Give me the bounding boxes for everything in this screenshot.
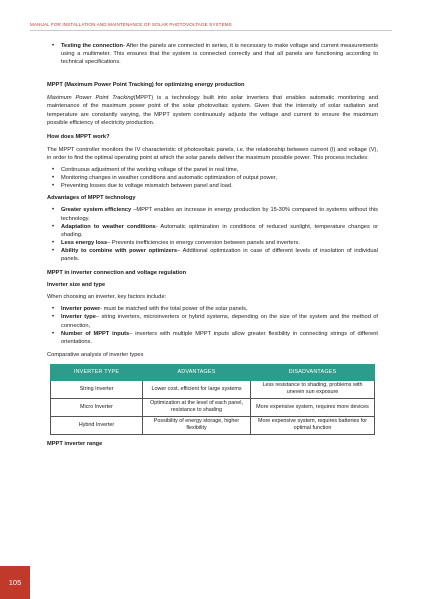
advantages-list <box>47 206 378 263</box>
list-item <box>47 166 378 174</box>
mppt-paragraph <box>47 94 378 126</box>
bullet-text: –MPPT enables an increase in energy production by 15-30% compared to systems without this technology. <box>61 207 378 222</box>
column-header: DISADVANTAGES <box>251 364 375 380</box>
bullet-term: Greater system efficiency <box>61 207 132 214</box>
column-header: ADVANTAGES <box>143 364 251 380</box>
inverter-subheading: Inverter size and type <box>47 282 106 289</box>
list-item <box>47 174 378 182</box>
page-number: 105 <box>0 566 30 599</box>
header-divider <box>30 30 392 31</box>
bullet-icon: • <box>52 306 55 313</box>
table-cell: Possibility of energy storage, higher flexibility <box>143 416 251 434</box>
running-header: MANUAL FOR INSTALLATION AND MAINTENANCE OF SOLAR PHOTOVOLTAGE SYSTEMS <box>30 22 232 27</box>
list-item-text: Preventing losses due to voltage mismatch between panel and load. <box>61 183 233 190</box>
table-cell: More expensive system, requires more devices <box>251 398 375 416</box>
list-item <box>47 182 378 190</box>
list-item <box>47 42 378 66</box>
table-row <box>51 398 375 416</box>
bullet-icon: • <box>52 183 55 190</box>
table-cell: Lower cost, efficient for large systems <box>143 380 251 398</box>
bullet-icon: • <box>52 43 55 49</box>
list-item <box>47 206 378 222</box>
list-item <box>47 239 378 247</box>
inverter-heading: MPPT in inverter connection and voltage regulation <box>47 270 187 277</box>
bullet-text: - must be matched with the total power of the solar panels, <box>100 306 248 313</box>
bullet-text: – Additional optimization in case of different levels of insolation of individual panels. <box>61 247 378 262</box>
mppt-term: Maximum Power Point Tracking <box>47 95 134 102</box>
bullet-icon: • <box>52 247 55 254</box>
inverter-factors-list <box>47 305 378 345</box>
how-heading: How does MPPT work? <box>47 133 110 140</box>
bullet-icon: • <box>52 314 55 321</box>
bullet-text: – inverters with multiple MPPT inputs allow greater flexibility in connecting strings of different orientations. <box>61 330 378 345</box>
mppt-text: (MPPT) is a technology built into solar inverters that enables automatic monitoring and maintenance of the maximum power point of the solar photovoltaic system. Given that the intensity of solar radiation and temperature are constantly varying, the MPPT system continuously adjusts the voltage and current to ensure the maximum possible efficiency of electricity production. <box>47 95 378 126</box>
table-row <box>51 416 375 434</box>
list-item <box>47 247 378 263</box>
mppt-heading: MPPT (Maximum Power Point Tracking) for optimizing energy production <box>47 82 245 89</box>
list-item-text: Monitoring changes in weather conditions and automatic optimization of output power, <box>61 175 277 182</box>
table-cell: String Inverter <box>51 380 143 398</box>
bullet-icon: • <box>52 239 55 246</box>
bullet-icon: • <box>52 330 55 337</box>
list-item <box>47 223 378 239</box>
bullet-text: - Automatic optimization in conditions of reduced sunlight, temperature changes or shading. <box>61 223 378 238</box>
bullet-icon: • <box>52 223 55 230</box>
bullet-term: Testing the connection <box>61 43 123 49</box>
bullet-term: Adaptation to weather conditions <box>61 223 156 230</box>
page-content <box>47 40 378 448</box>
range-heading: MPPT inverter range <box>47 440 103 447</box>
bullet-term: Less energy loss <box>61 239 108 246</box>
list-item <box>47 313 378 329</box>
table-row <box>51 380 375 398</box>
bullet-term: Inverter power <box>61 306 101 313</box>
table-cell: Optimization at the level of each panel, resistance to shading <box>143 398 251 416</box>
table-header-row <box>51 364 375 380</box>
table-caption: Comparative analysis of inverter types <box>47 351 144 358</box>
table-cell: More expensive system, requires batteries for optimal function <box>251 416 375 434</box>
table-cell: Hybrid Inverter <box>51 416 143 434</box>
bullet-term: Inverter type <box>61 314 96 321</box>
inverter-comparison-table <box>50 364 375 435</box>
bullet-text: - After the panels are connected in series, it is necessary to make voltage and current measurements using a multimeter. This ensures that the system is connected correctly and that all panels are functioning according to technical specifications. <box>61 43 379 66</box>
bullet-icon: • <box>52 207 55 214</box>
advantages-heading: Advantages of MPPT technology <box>47 195 136 202</box>
list-item-text: Continuous adjustment of the working voltage of the panel in real time, <box>61 167 239 174</box>
table-cell: Micro Inverter <box>51 398 143 416</box>
bullet-icon: • <box>52 175 55 182</box>
how-paragraph: The MPPT controller monitors the IV characteristic of photovoltaic panels, i.e. the relationship between current (I) and voltage (V), in order to find the optimal operating point at which the solar panels deliver the maximum possible power. This process includes: <box>47 146 378 161</box>
how-list <box>47 166 378 190</box>
intro-bullet-list <box>47 42 378 66</box>
bullet-text: – Prevents inefficiencies in energy conversion between panels and inverters. <box>107 239 300 246</box>
bullet-term: Ability to combine with power optimizers <box>61 247 178 254</box>
bullet-term: Number of MPPT inputs <box>61 330 130 337</box>
column-header: INVERTER TYPE <box>51 364 143 380</box>
bullet-icon: • <box>52 167 55 174</box>
inverter-paragraph: When choosing an inverter, key factors include: <box>47 294 167 301</box>
table-cell: Less resistance to shading, problems with uneven sun exposure <box>251 380 375 398</box>
list-item <box>47 330 378 346</box>
list-item <box>47 305 378 313</box>
bullet-text: – string inverters, microinverters or hybrid systems, depending on the size of the system and the method of connection, <box>61 314 378 329</box>
